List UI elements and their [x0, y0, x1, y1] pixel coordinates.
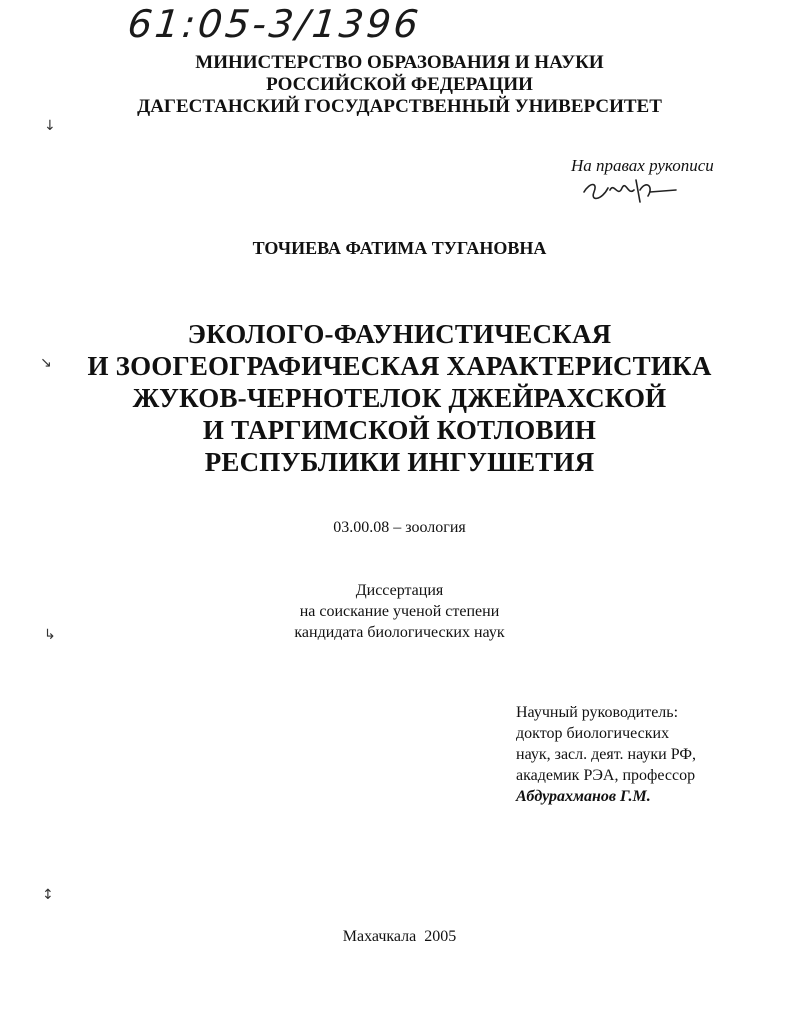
title-line-1: ЭКОЛОГО-ФАУНИСТИЧЕСКАЯ — [187, 319, 612, 349]
dissertation-block — [0, 580, 799, 643]
ministry-header — [0, 52, 799, 118]
advisor-name: Абдурахманов Г.М. — [516, 788, 651, 805]
title-line-5: РЕСПУБЛИКИ ИНГУШЕТИЯ — [204, 447, 595, 477]
dissertation-line-2: на соискание ученой степени — [299, 603, 500, 620]
margin-mark-4: ↕ — [42, 887, 54, 903]
advisor-block — [516, 702, 696, 807]
dissertation-line-3: кандидата биологических наук — [294, 624, 505, 641]
advisor-line-2: доктор биологических — [516, 725, 670, 742]
handwritten-stamp-number: 61:05-3/1396 — [125, 2, 424, 46]
city-year: Махачкала 2005 — [342, 928, 457, 945]
signature — [580, 172, 680, 206]
author-name: ТОЧИЕВА ФАТИМА ТУГАНОВНА — [252, 238, 547, 258]
margin-mark-3: ↳ — [44, 627, 56, 643]
advisor-line-4: академик РЭА, профессор — [516, 767, 696, 784]
ministry-line-2: РОССИЙСКОЙ ФЕДЕРАЦИИ — [266, 74, 533, 95]
margin-mark-2: ↘ — [40, 355, 52, 371]
dissertation-line-1: Диссертация — [355, 582, 444, 599]
advisor-line-3: наук, засл. деят. науки РФ, — [516, 746, 696, 763]
ministry-line-1: МИНИСТЕРСТВО ОБРАЗОВАНИЯ И НАУКИ — [195, 52, 604, 73]
title-line-2: И ЗООГЕОГРАФИЧЕСКАЯ ХАРАКТЕРИСТИКА — [87, 351, 712, 381]
margin-mark-1: ↓ — [44, 118, 56, 134]
specialty-code: 03.00.08 – зоология — [333, 519, 466, 536]
advisor-line-1: Научный руководитель: — [516, 704, 679, 721]
title-line-4: И ТАРГИМСКОЙ КОТЛОВИН — [202, 415, 597, 445]
title-line-3: ЖУКОВ-ЧЕРНОТЕЛОК ДЖЕЙРАХСКОЙ — [132, 383, 667, 413]
thesis-title — [0, 318, 799, 478]
manuscript-rights: На правах рукописи — [571, 156, 714, 175]
ministry-line-3: ДАГЕСТАНСКИЙ ГОСУДАРСТВЕННЫЙ УНИВЕРСИТЕТ — [137, 96, 662, 117]
